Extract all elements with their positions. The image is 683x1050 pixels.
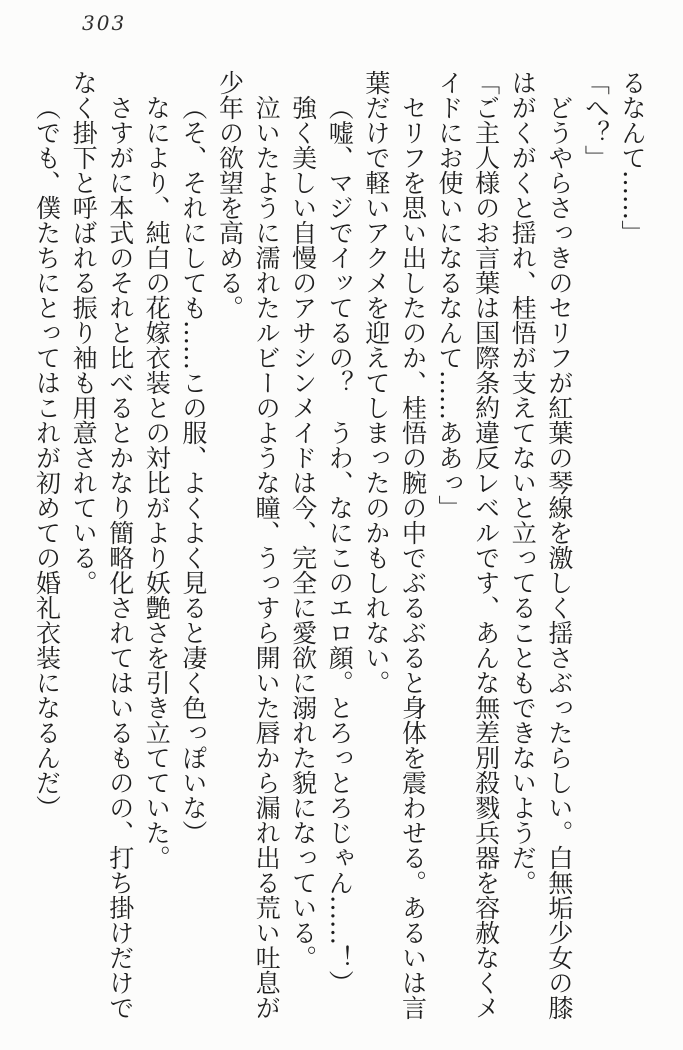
text-line: 葉だけで軽いアクメを迎えてしまったのかもしれない。 — [361, 70, 391, 695]
text-line: はがくがくと揺れ、桂悟が支えてないと立ってることもできないようだ。 — [508, 70, 538, 895]
text-line: （嘘、マジでイッてるの？ うわ、なにこのエロ顔。とろっとろじゃん……！） — [325, 95, 355, 995]
vertical-text-block — [27, 70, 650, 1020]
text-line: どうやらさっきのセリフが紅葉の琴線を激しく揺さぶったらしい。白無垢少女の膝 — [544, 95, 574, 1020]
text-line: 強く美しい自慢のアサシンメイドは今、完全に愛欲に溺れた貌になっている。 — [288, 95, 318, 970]
text-line: 「へ？」 — [581, 70, 611, 170]
text-line: イドにお使いになるなんて……ああっ」 — [435, 70, 465, 520]
text-line: セリフを思い出したのか、桂悟の腕の中でぶるぶると身体を震わせる。あるいは言 — [398, 95, 428, 1020]
text-line: 泣いたように濡れたルビーのような瞳、うっすら開いた唇から漏れ出る荒い吐息が — [252, 95, 282, 1020]
text-line: （そ、それにしても……この服、よくよく見ると凄く色っぽいな） — [178, 95, 208, 845]
page-number: 303 — [82, 11, 127, 35]
text-line: なにより、純白の花嫁衣装との対比がより妖艶さを引き立てていた。 — [142, 95, 172, 870]
text-line: 少年の欲望を高める。 — [215, 70, 245, 320]
text-line: るなんて……」 — [618, 70, 647, 245]
text-line: （でも、僕たちにとってはこれが初めての婚礼衣装になるんだ） — [32, 95, 62, 820]
text-line: さすがに本式のそれと比べるとかなり簡略化されてはいるものの、打ち掛けだけで — [105, 95, 135, 1020]
text-line: 「ご主人様のお言葉は国際条約違反レベルです、あんな無差別殺戮兵器を容赦なくメ — [471, 70, 501, 1020]
text-line: なく掛下と呼ばれる振り袖も用意されている。 — [69, 70, 99, 595]
